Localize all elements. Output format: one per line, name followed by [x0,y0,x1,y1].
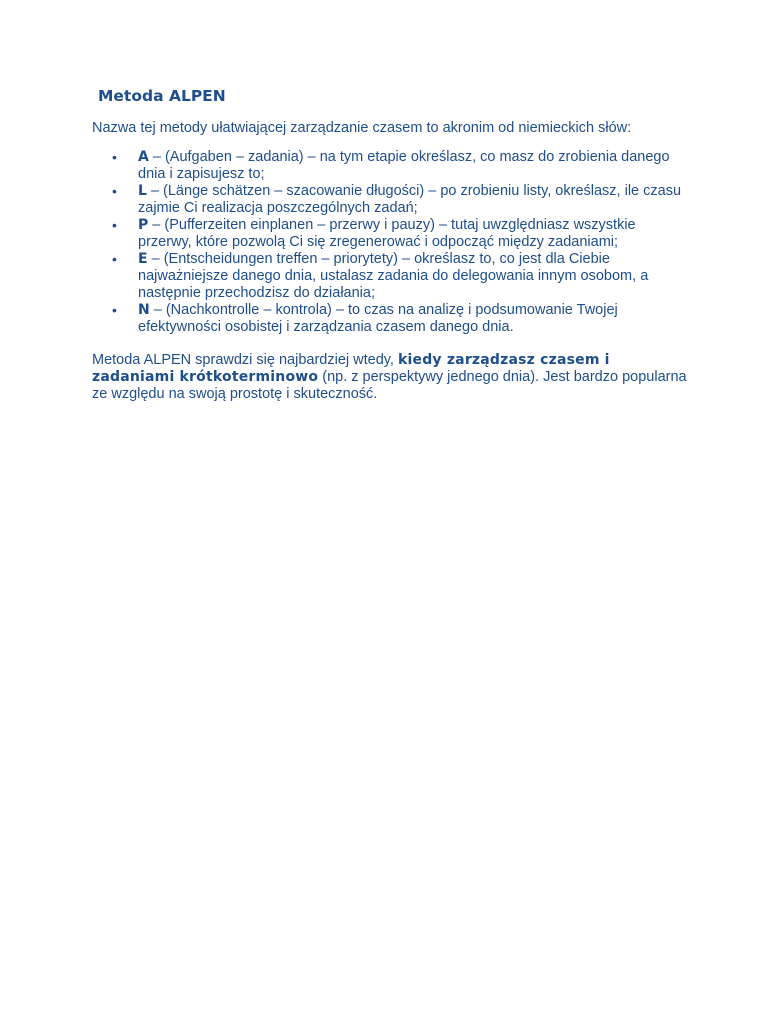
list-item-text: – (Aufgaben – zadania) – na tym etapie określasz, co masz do zrobienia danego dnia i zapisujesz to; [138,149,670,182]
list-item-text: – (Länge schätzen – szacowanie długości) – po zrobieniu listy, określasz, ile czasu zajmie Ci realizacja poszczególnych zadań; [138,183,682,216]
list-item [92,149,692,183]
list-item-text: – (Pufferzeiten einplanen – przerwy i pauzy) – tutaj uwzględniasz wszystkie przerwy, które pozwolą Ci się zregenerować i odpocząć między zadaniami; [138,217,636,250]
bullet-icon: • [112,251,117,267]
document-page [92,86,692,403]
list-item [92,302,692,336]
alpen-list [92,149,692,336]
acronym-letter: L [138,183,147,199]
summary-text-after: (np. z perspektywy jednego dnia). Jest bardzo popularna ze względu na swoją prostotę i skuteczność. [92,369,687,402]
document-title: Metoda ALPEN [98,87,226,105]
summary-text-before: Metoda ALPEN sprawdzi się najbardziej wtedy, [92,352,398,368]
list-item [92,183,692,217]
acronym-letter: E [138,251,148,267]
bullet-icon: • [112,302,117,318]
bullet-icon: • [112,217,117,233]
list-item-text: – (Entscheidungen treffen – priorytety) – określasz to, co jest dla Ciebie najważniejsze danego dnia, ustalasz zadania do delegowania innym osobom, a następnie przechodzisz do działania; [138,251,649,301]
bullet-icon: • [112,183,117,199]
acronym-letter: A [138,149,149,165]
list-item [92,251,692,302]
summary-emphasis: kiedy zarządzasz czasem i zadaniami krótkoterminowo [92,352,610,385]
acronym-letter: P [138,217,149,233]
acronym-letter: N [138,302,150,318]
list-item-text: – (Nachkontrolle – kontrola) – to czas na analizę i podsumowanie Twojej efektywności osobistej i zarządzania czasem danego dnia. [138,302,618,335]
summary-paragraph [92,352,692,403]
bullet-icon: • [112,149,117,165]
list-item [92,217,692,251]
intro-paragraph: Nazwa tej metody ułatwiającej zarządzanie czasem to akronim od niemieckich słów: [92,120,632,136]
